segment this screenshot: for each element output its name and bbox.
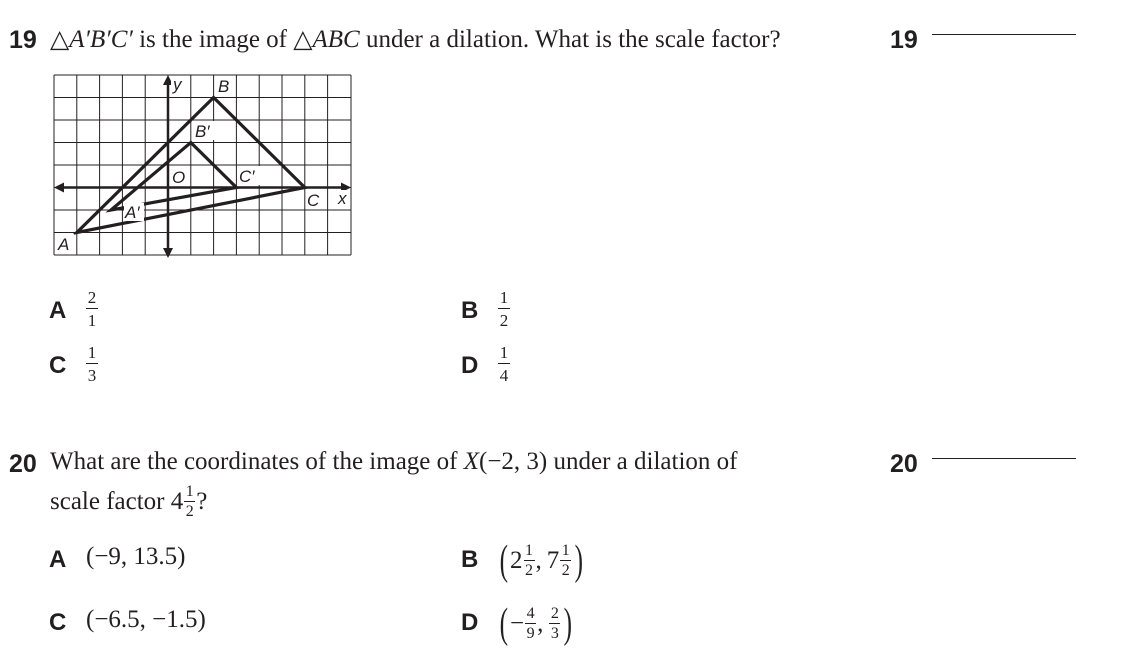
point-c-label: C (307, 191, 320, 210)
q19-option-b-numerator: 1 (499, 288, 509, 307)
point-variable: X (463, 448, 479, 475)
x-axis-arrow-left (54, 183, 64, 193)
q20-option-b-open-paren: ( (499, 538, 508, 584)
q20-option-b-fraction-2 (560, 543, 571, 579)
triangle-symbol: △ (50, 26, 70, 53)
q20-option-d-num-1: 4 (526, 605, 535, 622)
point-b-prime-label: B′ (195, 122, 210, 141)
q20-option-b-num-1: 1 (525, 542, 533, 559)
question-19-text (50, 24, 781, 54)
point-b-label: B (218, 77, 230, 96)
q20-option-d-negative: − (510, 610, 525, 637)
y-axis-arrow-down (163, 248, 173, 258)
answer-19-blank[interactable] (932, 34, 1076, 35)
q20-option-b-den-1: 2 (525, 562, 533, 579)
q20-option-b-close-paren: ) (574, 538, 584, 584)
q19-option-d-denominator: 4 (499, 366, 509, 385)
q20-option-b-whole-1: 2 (510, 547, 523, 574)
q20-option-d-comma: , (537, 610, 544, 637)
q19-option-a-letter[interactable]: A (49, 297, 67, 324)
q20-option-a-letter[interactable]: A (49, 546, 67, 573)
point-a-label: A (58, 235, 70, 254)
origin-label: O (172, 168, 186, 187)
q19-option-b-fraction[interactable] (498, 289, 510, 329)
scale-factor-fraction (184, 484, 195, 520)
q19-option-c-numerator: 1 (87, 343, 97, 362)
x-axis-label: x (338, 189, 347, 208)
q20-option-b-fraction-1 (524, 543, 535, 579)
q20-option-d-close-paren: ) (563, 601, 573, 647)
scale-factor-denominator: 2 (185, 503, 194, 520)
q19-option-c-denominator: 3 (87, 366, 97, 385)
q19-option-c-letter[interactable]: C (49, 352, 67, 379)
question-20-scale-text: scale factor 4 (50, 488, 184, 515)
q20-option-c-letter[interactable]: C (49, 609, 67, 636)
q20-option-d-expression[interactable] (497, 600, 574, 648)
question-20-line-2 (50, 484, 207, 520)
q20-option-a-text[interactable]: (−9, 13.5) (86, 543, 186, 570)
triangle-symbol-2: △ (293, 26, 313, 53)
q19-option-a-denominator: 1 (87, 311, 97, 330)
q19-option-a-numerator: 2 (87, 288, 97, 307)
question-20-number: 20 (9, 450, 37, 478)
answer-20-number: 20 (890, 450, 918, 478)
q20-option-c-text[interactable]: (−6.5, −1.5) (86, 606, 206, 633)
question-20-text-pre: What are the coordinates of the image of (50, 448, 464, 475)
question-19-number: 19 (9, 26, 37, 54)
dilation-graph (50, 72, 360, 262)
q19-option-d-fraction[interactable] (498, 344, 510, 384)
q19-option-d-numerator: 1 (499, 343, 509, 362)
q19-option-a-fraction[interactable] (86, 289, 98, 329)
point-c-prime-label: C′ (239, 167, 255, 186)
q20-option-b-den-2: 2 (561, 562, 570, 579)
answer-20-blank[interactable] (932, 458, 1076, 459)
axis-arrows (54, 75, 351, 258)
question-19-text-end: under a dilation. What is the scale factor? (359, 26, 781, 53)
q20-option-b-expression[interactable] (497, 537, 585, 585)
point-a-prime-label: A′ (125, 203, 140, 222)
question-20-line-1 (50, 448, 737, 476)
question-20-qmark: ? (196, 488, 208, 515)
q20-option-d-fraction-2 (549, 606, 560, 642)
q20-option-d-open-paren: ( (499, 601, 508, 647)
q20-option-b-num-2: 1 (561, 542, 570, 559)
q20-option-b-letter[interactable]: B (461, 546, 479, 573)
y-axis-label: y (173, 75, 182, 94)
scale-factor-numerator: 1 (185, 483, 194, 500)
q19-option-d-letter[interactable]: D (461, 352, 479, 379)
question-20-text-post: (−2, 3) under a dilation of (479, 448, 738, 475)
q19-option-b-denominator: 2 (499, 311, 509, 330)
q20-option-b-comma: , (535, 547, 542, 574)
q20-option-b-whole-2: 7 (546, 547, 560, 574)
question-19-text-mid: is the image of (132, 26, 294, 53)
q20-option-d-num-2: 2 (550, 605, 559, 622)
q19-option-c-fraction[interactable] (86, 344, 98, 384)
q20-option-d-den-2: 3 (550, 625, 559, 642)
q19-option-b-letter[interactable]: B (461, 297, 479, 324)
q20-option-d-fraction-1 (525, 606, 536, 642)
q20-option-d-letter[interactable]: D (461, 609, 479, 636)
image-triangle-name: A′B′C′ (69, 26, 133, 53)
answer-19-number: 19 (890, 26, 918, 54)
q20-option-d-den-1: 9 (526, 625, 535, 642)
original-triangle-name: ABC (312, 26, 360, 53)
